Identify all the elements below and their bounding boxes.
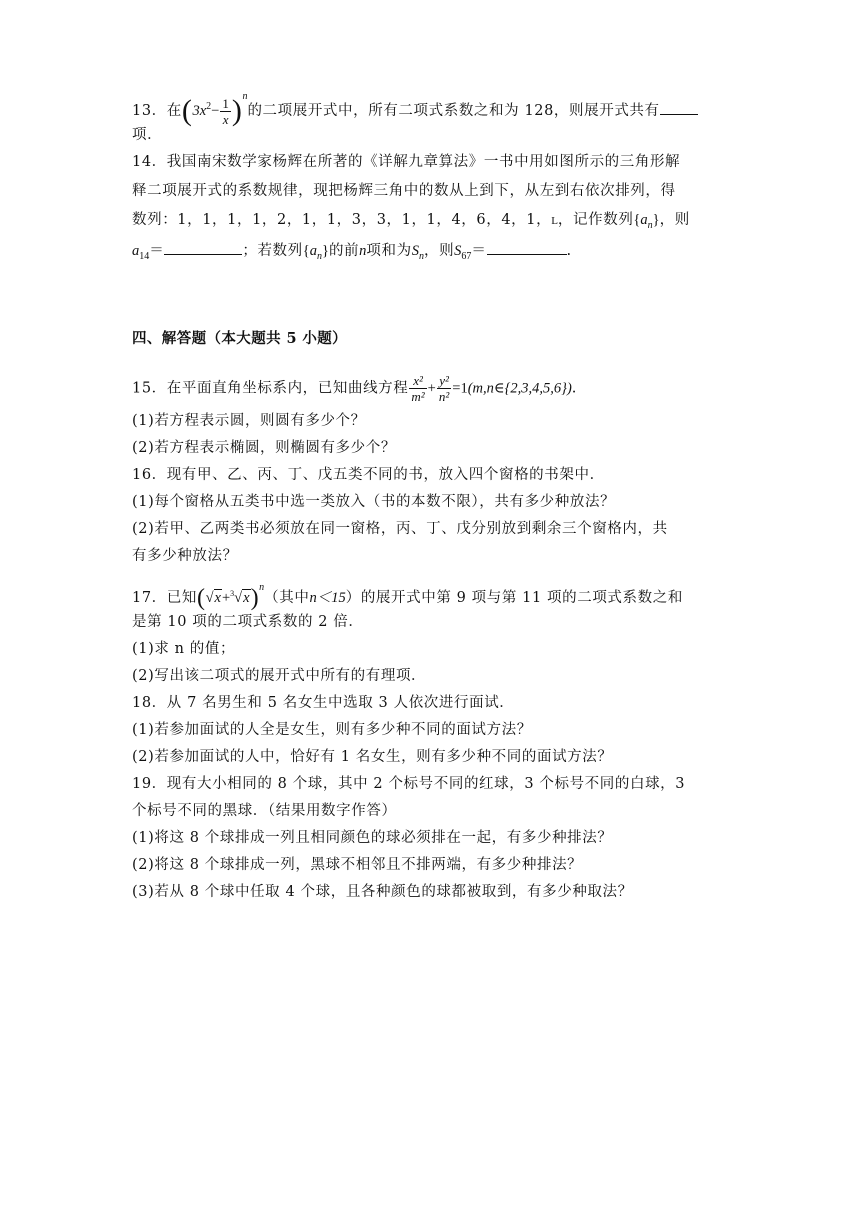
q19-part3: (3)若从 8 个球中任取 4 个球，且各种颜色的球都被取到，有多少种取法？: [132, 884, 633, 900]
q13-close-paren: ): [231, 94, 243, 127]
q13-power: n: [242, 91, 248, 102]
q14-seq-a-2: a: [309, 243, 317, 259]
q16-part2-line1: (2)若甲、乙两类书必须放在同一窗格，丙、丁、戊分别放到剩余三个窗格内，共: [132, 521, 668, 537]
q14-text-2: 释二项展开式的系数规律，现把杨辉三角中的数从上到下，从左到右依次排列，得: [132, 183, 676, 199]
q13-fraction: [220, 96, 231, 127]
q16-part2-line2: 有多少种放法？: [132, 548, 238, 564]
q13-number: 13．: [132, 103, 167, 119]
q13-frac-den: x: [222, 111, 229, 127]
q17-condition: n＜15: [309, 590, 346, 606]
q14-text-4e: ，则: [423, 243, 455, 259]
q15-condition: (m,n∈{2,3,4,5,6}): [467, 380, 572, 397]
q19-text-1: 现有大小相同的 8 个球，其中 2 个标号不同的红球，3 个标号不同的白球，3: [166, 776, 686, 792]
q13-line2: [132, 124, 162, 146]
q14-number: 14．: [132, 154, 167, 170]
q14-text-4d: 项和为: [366, 243, 412, 259]
q14-period: .: [566, 243, 572, 259]
q14-text-4b: ；若数列: [242, 243, 303, 259]
q14-S67-sub: 67: [461, 250, 472, 262]
q15-end: .: [571, 380, 578, 397]
q14-a14-sub: 14: [139, 250, 150, 262]
q13-minus: −: [211, 103, 220, 119]
q15-number: 15．: [132, 380, 167, 397]
q14-seq-brace: {: [633, 212, 641, 228]
section-heading: 四、解答题（本大题共 5 小题）: [132, 330, 348, 347]
q18-text: 从 7 名男生和 5 名女生中选取 3 人依次进行面试．: [166, 695, 515, 711]
q17-power: n: [259, 582, 265, 593]
q16-number: 16．: [132, 467, 167, 483]
q13-open-paren: (: [181, 94, 193, 127]
q14-text-4c: 的前: [328, 243, 360, 259]
q15-text: 在平面直角坐标系内，已知曲线方程: [166, 380, 409, 397]
q19-part2: (2)将这 8 个球排成一列，黑球不相邻且不排两端，有多少种排法？: [132, 857, 583, 873]
q17-number: 17．: [132, 590, 167, 606]
q15-frac-1: [409, 373, 426, 404]
q14-eq2: ＝: [471, 243, 487, 259]
q17-part2: (2)写出该二项式的展开式中所有的有理项．: [132, 668, 427, 684]
q13-mid-text: 的二项展开式中，所有二项式系数之和为 128，则展开式共有: [247, 103, 660, 119]
q14-S-sub: n: [418, 250, 424, 262]
q14-text-3b: ，记作数列: [557, 212, 634, 228]
q19-number: 19．: [132, 776, 167, 792]
q15-frac-2: [437, 373, 451, 404]
q14-n: n: [359, 243, 367, 259]
q15-frac1-den: m²: [411, 389, 425, 404]
q14-seq-sub-2: n: [316, 250, 322, 262]
q17-open-paren: (: [196, 585, 206, 611]
q19-part1: (1)将这 8 个球排成一列且相同颜色的球必须排在一起，有多少种排法？: [132, 830, 613, 846]
q15-frac1-num: x²: [409, 373, 426, 389]
q17-line1: [132, 577, 683, 613]
q14-eq1: ＝: [149, 243, 165, 259]
q18-part2: (2)若参加面试的人中，恰好有 1 名女生，则有多少种不同的面试方法？: [132, 749, 613, 765]
q13-term-a-exp: 2: [206, 101, 212, 113]
q13-answer-blank[interactable]: [660, 100, 698, 115]
q14-line1: [132, 151, 680, 173]
q16-line1: [132, 464, 605, 486]
q14-brace-open: {: [302, 243, 310, 259]
q15-eq: =1: [452, 380, 468, 397]
q14-seq-brace-close: }: [652, 212, 660, 228]
q17-cbrt-index: 3: [230, 589, 235, 599]
q17-close-paren: ): [250, 585, 260, 611]
q14-line4: [132, 240, 572, 268]
q17-cbrt-x: x: [243, 590, 250, 606]
q14-line3: [132, 209, 690, 237]
q13-end: 项．: [132, 127, 163, 143]
q14-seq-a: a: [640, 212, 648, 228]
q14-ellipsis: L: [551, 215, 558, 227]
q14-text-1: 我国南宋数学家杨辉在所著的《详解九章算法》一书中用如图所示的三角形解: [166, 154, 681, 170]
q13-term-a: 3x: [192, 103, 207, 119]
q14-a14: a: [132, 243, 140, 259]
q15-frac2-den: n²: [438, 389, 450, 404]
q17-cond-pre: （其中: [264, 590, 310, 606]
q15-plus: +: [427, 380, 436, 397]
q15-part1: (1)若方程表示圆，则圆有多少个？: [132, 413, 366, 429]
q18-line1: [132, 692, 514, 714]
q17-pre: 已知: [166, 590, 197, 606]
q15-part2: (2)若方程表示椭圆，则椭圆有多少个？: [132, 440, 396, 456]
q14-text-3c: ，则: [659, 212, 690, 228]
q18-number: 18．: [132, 695, 167, 711]
q15-line1: [132, 373, 577, 404]
q17-line2: 是第 10 项的二项式系数的 2 倍．: [132, 614, 364, 630]
q13-line1: [132, 86, 698, 127]
q16-part1: (1)每个窗格从五类书中选一类放入（书的本数不限），共有多少种放法？: [132, 494, 616, 510]
q14-blank-2[interactable]: [487, 240, 567, 255]
q14-seq-sub: n: [647, 219, 653, 231]
q19-line1: [132, 773, 685, 795]
q13-pre: 在: [166, 103, 182, 119]
q13-frac-num: 1: [222, 95, 229, 111]
q17-cond-post: ）的展开式中第 9 项与第 11 项的二项式系数之和: [345, 590, 683, 606]
q19-line2: 个标号不同的黑球．（结果用数字作答）: [132, 803, 397, 819]
q14-S: S: [411, 243, 419, 259]
q14-S67: S: [454, 243, 462, 259]
q17-sqrt-sign: √: [205, 590, 214, 606]
q17-plus: +: [221, 590, 231, 606]
q16-text: 现有甲、乙、丙、丁、戊五类不同的书，放入四个窗格的书架中．: [166, 467, 605, 483]
q14-sequence-text: 数列：1，1，1，1，2，1，1，3，3，1，1，4，6，4，1，: [132, 212, 552, 228]
q14-line2: [132, 180, 676, 202]
q17-part1: (1)求 n 的值；: [132, 641, 236, 657]
q14-brace-close: }: [321, 243, 329, 259]
q18-part1: (1)若参加面试的人全是女生，则有多少种不同的面试方法？: [132, 722, 532, 738]
q17-cbrt-sign: √: [234, 590, 243, 606]
q14-blank-1[interactable]: [164, 240, 242, 255]
q17-sqrt-x: x: [214, 590, 221, 606]
q15-frac2-num: y²: [437, 373, 451, 389]
